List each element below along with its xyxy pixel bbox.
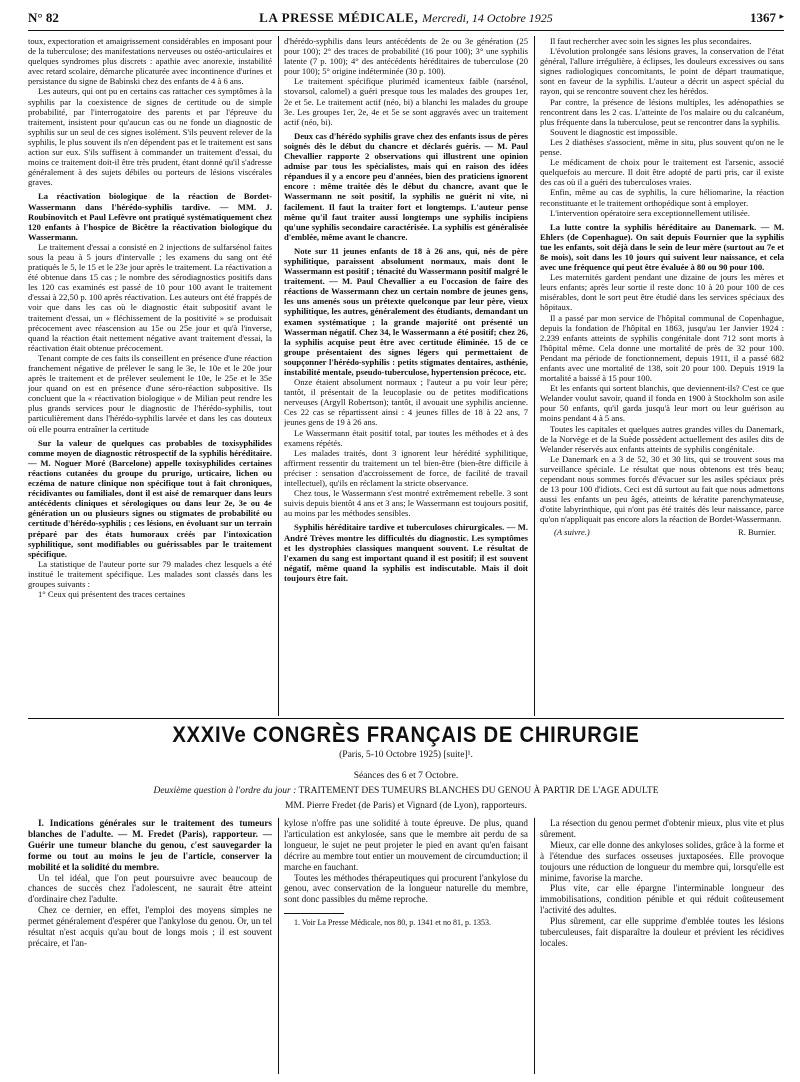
paragraph: L'intervention opératoire sera exceptionnellement utilisée. <box>550 207 750 218</box>
column-divider <box>278 818 279 1074</box>
journal-title: LA PRESSE MÉDICALE, Mercredi, 14 Octobre 1925 <box>259 10 553 25</box>
margin-mark-icon: ▸ <box>779 11 784 21</box>
section-heading-paragraph: I. Indications générales sur le traitement des tumeurs blanches de l'adulte. — M. Fredet (Paris), rapporteur. — Guérir une tumeur blanche du genou, c'est sauvegarder la forme ou tout au moins le jeu de l'article, conserver la mobilité et la solidité du membre. <box>28 818 272 872</box>
paragraph: Le traitement spécifique pluriméd icamenteux faible (narsénol, stovarsol, calomel) a guéri presque tous les malades des groupes 1er, 2e et 5e. Le traitement actif (néo, bi) a blanchi les malades du groupe 3e. Les groupes 1er, 2e, 4e et 5e se sont aggravés avec un traitement actif (néo, bi). <box>284 76 528 127</box>
paragraph: Les malades traités, dont 3 ignorent leur hérédité syphilitique, affirment ressentir du traitement un tel bien-être (bien-être difficile à préciser : sensation d'accroissement de force, de facilité de travail intellectuel), qu'ils en réclament la stricte observance. <box>284 447 528 489</box>
lower-column-2 <box>284 818 528 928</box>
congress-title: XXXIVe CONGRÈS FRANÇAIS DE CHIRURGIE <box>172 722 640 747</box>
paragraph: 1° Ceux qui présentent des traces certaines <box>38 589 186 600</box>
issue-date: Mercredi, 14 Octobre 1925 <box>422 11 553 25</box>
section-heading-paragraph: Note sur 11 jeunes enfants de 18 à 26 ans, qui, nés de père syphilitique, paraissent absolument normaux, mais dont le Wassermann est positif ; ténacité du Wassermann positif malgré le traitement. — M. Paul Chevallier a eu l'occasion de faire des réactions de Wassermann chez un certain nombre de jeunes gens, les uns amenés sous un prétexte quelconque par leur père, vieux syphilitique, les autres, généralement des étudiants, demandant un examen systématique ; la grande majorité ont présenté un Wasserman négatif. Chez 34, le Wassermann a été positif; chez 26, la syphilis acquise peut être avec certitude éliminée. 15 de ce groupe présentaient des signes légers qui permettaient de soupçonner l'hérédo-syphilis : petits stigmates dentaires, asthénie, instabilité mentale, pseudo-tuberculose, hypertension précoce, etc. <box>284 245 528 377</box>
paragraph: Les auteurs, qui ont pu en certains cas rattacher ces symptômes à la syphilis par la coexistence de signes de certitude ou de simple probabilité, par l'interrogatoire des parents et par l'épreuve du traitement, insistent pour qu'aucun cas ou ne fonde un diagnostic de syphilis sur un seul de ces signes isolément. S'ils peuvent relever de la syphilis, le plus souvent ils n'en dépendent pas et le traitement est sans action sur eux. S'ils suffisent à commander un traitement d'essai, du moins ce traitement doit-il être très prudent, étant donné qu'il s'adresse généralement à des sujets débiles ou porteurs de lésions viscérales graves. <box>28 86 272 188</box>
paragraph: Par contre, la présence de lésions multiples, les adénopathies se rencontrent dans les 2 cas. L'atteinte de l'os malaire ou du calcanéum, plus fréquente dans la tuberculose, peut se rencontrer dans la syphilis. <box>540 96 784 127</box>
column-2 <box>284 36 528 716</box>
section-rule <box>28 718 784 719</box>
column-divider <box>534 818 535 1074</box>
footnote-rule <box>284 913 344 916</box>
paragraph: kylose n'offre pas une solidité à toute épreuve. De plus, quand l'articulation est ankylosée, sans que le membre ait perdu de sa longueur, le sujet ne peut projeter le pied en avant qu'en faisant décrire au membre tout entier un mouvement de circumduction; il marche en fauchant. <box>284 818 528 872</box>
paragraph: Les maternités gardent pendant une dizaine de jours les mères et leurs enfants; après leur sortie il reste donc 10 à 20 pour 100 de ces misérables, dont le sort peut être étudié dans les services spéciaux des hôpitaux. <box>540 272 784 313</box>
paragraph: La statistique de l'auteur porte sur 79 malades chez lesquels a été institué le traitement spécifique. Les malades sont classés dans les groupes suivants : <box>28 558 272 589</box>
paragraph: Mieux, car elle donne des ankyloses solides, grâce à la forme et à l'étendue des surfaces osseuses juxtaposées. Elle provoque toujours une réduction de longueur du membre qui, lorsqu'elle est minime, favorise la marche. <box>540 839 784 883</box>
lower-columns <box>28 818 784 1074</box>
paragraph: Plus sûrement, car elle supprime d'emblée toutes les lésions tuberculeuses, fait disparaître la douleur et prévient les récidives locales. <box>540 916 784 948</box>
paragraph: Toutes les méthodes thérapeutiques qui procurent l'ankylose du genou, avec conservation de la longueur naturelle du membre, sont donc passibles du même reproche. <box>284 872 528 905</box>
paragraph: Tenant compte de ces faits ils conseillent en présence d'une réaction franchement négative de prélever le sang le 3e, le 10e et le 20e jour après le traitement et de prélever seulement le 10e, le 25e et le 35e jour quand on est en présence d'une séro-réaction subpositive. Ils concluent que la « réactivation biologique » de Milian peut rendre les plus grands services pour le diagnostic de l'hérédo-syphilis, tout particulièrement dans l'hérédo-syphilis larvée et dans les cas douteux où elle pourra entraîner la certitude <box>28 352 272 434</box>
paragraph: Plus vite, car elle épargne l'interminable longueur des immobilisations, condition pénible et qui réduit coûteusement l'activité des adultes. <box>540 883 784 916</box>
paragraph: Le Wassermann était positif total, par toutes les méthodes et à des examens répétés. <box>284 427 528 448</box>
rapporteurs: MM. Pierre Fredet (de Paris) et Vignard (de Lyon), rapporteurs. <box>285 801 527 811</box>
paragraph: Chez ce dernier, en effet, l'emploi des moyens simples ne permet généralement d'espérer que l'ankylose du genou. Or, un tel résultat n'est acquis qu'au bout de longs mois ; il est souvent précaire, et l'an- <box>28 905 272 948</box>
three-column-body <box>28 36 784 716</box>
paragraph: Et les enfants qui sortent blanchis, que deviennent-ils? C'est ce que Welander voulut savoir, quand il fonda en 1900 à Stockholm son asile pour 50 enfants, qu'il garda jusqu'à leur mort ou leur guérison au moins pendant 4 à 5 ans. <box>540 383 784 424</box>
paragraph: Toutes les capitales et quelques autres grandes villes du Danemark, de la Norvège et de la Suède possèdent actuellement des asiles dits de Welander réservés aux enfants atteints de syphilis congénitale. <box>540 423 784 454</box>
lower-column-3 <box>540 818 784 949</box>
footnote: 1. Voir La Presse Médicale, nos 80, p. 1341 et no 81, p. 1353. <box>294 918 492 928</box>
session-dates: Séances des 6 et 7 Octobre. <box>353 771 459 781</box>
author-signature: R. Burnier. <box>738 526 776 537</box>
paragraph: Il faut rechercher avec soin les signes les plus secondaires. <box>550 36 752 46</box>
paragraph: Chez tous, le Wassermann s'est montré extrêmement rebelle. 3 sont suivis depuis bientôt 4 ans et 3 ans; le Wassermann est toujours positif, au moins par les méthodes sensibles. <box>284 488 528 519</box>
paragraph: Il a passé par mon service de l'hôpital communal de Copenhague, depuis la fondation de l'hôpital en 1863, jusqu'au 1er Janvier 1924 : 2.239 enfants atteints de syphilis congénitale dont 712 sont morts à l'hôpital même. Cela donne une mortalité de près de 32 pour 100. Pendant ma période de fonctionnement, depuis 1911, il a passé 682 enfants avec une mortalité de 138, soit 20 pour 100. Depuis 1919 la mortalité a baissé à 15 pour 100. <box>540 312 784 384</box>
section-heading-paragraph: Syphilis héréditaire tardive et tuberculoses chirurgicales. — M. André Trèves montre les difficultés du diagnostic. Les symptômes et les dystrophies classiques manquent souvent. Le résultat de l'examen du sang est important quand il est positif; il est souvent négatif, même quand la syphilis est indiscutable. Mais il doit toujours être fait. <box>284 522 528 583</box>
paragraph: Le Danemark en a 3 de 52, 30 et 30 lits, qui se trouvent sous ma surveillance spéciale. Le résultat que nous obtenons est très beau; cependant nous sommes forcés d'évacuer sur les asiles spéciaux près de 13 pour 100 d'idiots. Ceci est dû surtout au fait que nous admettons aussi les enfants un peu âgés, atteints de kératite parenchymateuse, d'otite labyrinthique, qui n'ont pas été traités dès leur naissance, parce qu'on n'appliquait pas encore alors la réaction de Bordet-Wassermann. <box>540 453 784 525</box>
column-1 <box>28 36 272 716</box>
paragraph: Un tel idéal, que l'on peut poursuivre avec beaucoup de chances de succès chez l'adolescent, ne saurait être atteint d'ordinaire chez l'adulte. <box>28 872 272 905</box>
page-number: 1367 <box>750 10 776 25</box>
paragraph: Souvent le diagnostic est impossible. <box>550 126 678 137</box>
page-header <box>28 8 784 31</box>
to-be-continued: (A suivre.) <box>554 526 590 537</box>
paragraph: L'évolution prolongée sans lésions graves, la conservation de l'état général, l'allure irrégulière, à éclipses, les douleurs excessives ou sans signes radiologiques concomitants, le point de départ traumatique, sont en faveur de la syphilis. L'auteur a décrit un aspect spécial du rayon, qui se rencontre souvent chez les hérédos. <box>540 46 784 97</box>
paragraph: d'hérédo-syphilis dans leurs antécédents de 2e ou 3e génération (25 pour 100); 2° des traces de probabilité (16 pour 100); 3° une syphilis latente (7 p. 100); 4° des antécédents héréditaires de tuberculose (20 pour 100); 5° origine indéterminée (30 p. 100). <box>284 36 528 77</box>
paragraph: Le médicament de choix pour le traitement est l'arsenic, associé quelquefois au mercure. Il doit être adopté de parti pris, car il existe des cas où il a guéri des tuberculoses vraies. <box>540 157 784 188</box>
paragraph: Onze étaient absolument normaux ; l'auteur a pu voir leur père; tantôt, il présentait de la leucoplasie ou de petites modifications nerveuses (Argyll Robertson); tantôt, il avouait une syphilis ancienne. Ces 22 cas se répartissent ainsi : 4 jeunes filles de 18 à 22 ans, 7 jeunes gens de 19 à 26 ans. <box>284 377 528 428</box>
issue-number: N° 82 <box>28 10 59 25</box>
lower-column-1 <box>28 818 272 949</box>
section-heading-paragraph: La réactivation biologique de la réaction de Bordet-Wassermann dans l'hérédo-syphilis tardive. — MM. J. Roubinovitch et Paul Lefèvre ont pratiqué systématiquement chez 120 enfants à l'hospice de Bicêtre la réactivation biologique du Wassermann. <box>28 191 272 242</box>
column-divider <box>534 36 535 716</box>
section-heading-paragraph: La lutte contre la syphilis héréditaire au Danemark. — M. Ehlers (de Copenhague). On sait depuis Fournier que la syphilis tue les enfants, soit déjà dans le sein de leur mère (surtout au 7e et 8e mois), soit dans les 10 jours qui suivent leur naissance, et cela avec une fréquence qui peut être évaluée à 80 ou 90 pour 100. <box>540 221 784 273</box>
paragraph: toux, expectoration et amaigrissement considérables en imposant pour de la tuberculose; des manifestations nerveuses ou ostéo-articulaires et quelques syndromes plus discrets : apathie avec anorexie, instabilité avec retard scolaire, démarche plicaturée avec incontinence d'urines et persistance du signe de Babinski chez des enfants de 4 à 6 ans. <box>28 36 272 87</box>
journal-page <box>28 8 784 1078</box>
section-heading-paragraph: Deux cas d'hérédo syphilis grave chez des enfants issus de pères soignés dès le début du chancre et déclarés guéris. — M. Paul Chevallier rapporte 2 observations qui illustrent une opinion admise par tous les spécialistes, mais qui en raison des idées répandues il y a encore peu d'années, bien des praticiens ignorent encore : même traitée dès le début du chancre, avant que le Wassermann ne soit positif, la syphilis ne guérit ni vite, ni facilement. Il faut la traiter fort et longtemps. L'auteur pense même qu'il faut traiter aussi longtemps une syphilis incipiens qu'une syphilis secondaire caractérisée. La syphilis est généralisée d'emblée, même avant le chancre. <box>284 130 528 242</box>
congress-dates: (Paris, 5-10 Octobre 1925) [suite]¹. <box>339 750 473 760</box>
paragraph: Enfin, même au cas de syphilis, la cure héliomarine, la réaction reconstituante et le traitement orthopédique sont à employer. <box>540 187 784 208</box>
paragraph: La résection du genou permet d'obtenir mieux, plus vite et plus sûrement. <box>540 818 784 839</box>
section-heading-paragraph: Sur la valeur de quelques cas probables de toxisyphilides comme moyen de diagnostic rétrospectif de la syphilis héréditaire. — M. Noguer Moré (Barcelone) appelle toxisyphilides certaines réactions cutanées du groupe du prurigo, urticaire, lichen ou eczéma de nature clinique non spécifique tout à fait chroniques, récidivantes ou familiales, dont il est aisé de remarquer dans leurs antécédents cliniques et sérologiques ou dans leur 2e, 3e ou 4e génération un ou plusieurs signes ou stigmates de probabilité ou certitude d'hérédo-syphilis ; ces lésions, en évoluant sur un terrain préparé par des états humoraux créés par l'intoxication syphilitique, sont modifiables ou guérissables par le traitement spécifique. <box>28 437 272 559</box>
paragraph: Le traitement d'essai a consisté en 2 injections de sulfarsénol faites sous la peau à 5 jours d'intervalle ; les examens du sang ont été pratiqués le 5, le 15 et le 23e jour après le traitement. La réactivation a été obtenue dans 15 cas ; le nombre des sérodiagnostics positifs dans les 120 cas examinés est passé de 10 pour 100 avant le traitement d'essai à 22,50 p. 100 après réactivation. Les auteurs ont été frappés de voir que dans les cas où le diagnostic était subpositif avant le traitement d'essai, un « fléchissement de la positivité » se produisait précocement avec réascension au 15e ou 25e jour et qu'à l'inverse, quand la réaction était nettement négative avant traitement d'essai, la réactivation était obtenue précocement. <box>28 241 272 353</box>
paragraph: Les 2 diathèses s'associent, même in situ, plus souvent qu'on ne le pense. <box>540 136 784 158</box>
signature-line <box>540 525 784 537</box>
column-divider <box>278 36 279 716</box>
agenda-question: Deuxième question à l'ordre du jour : TRAITEMENT DES TUMEURS BLANCHES DU GENOU À PARTIR DE L'AGE ADULTE <box>153 786 659 796</box>
congress-heading <box>28 722 784 760</box>
column-3 <box>540 36 784 716</box>
